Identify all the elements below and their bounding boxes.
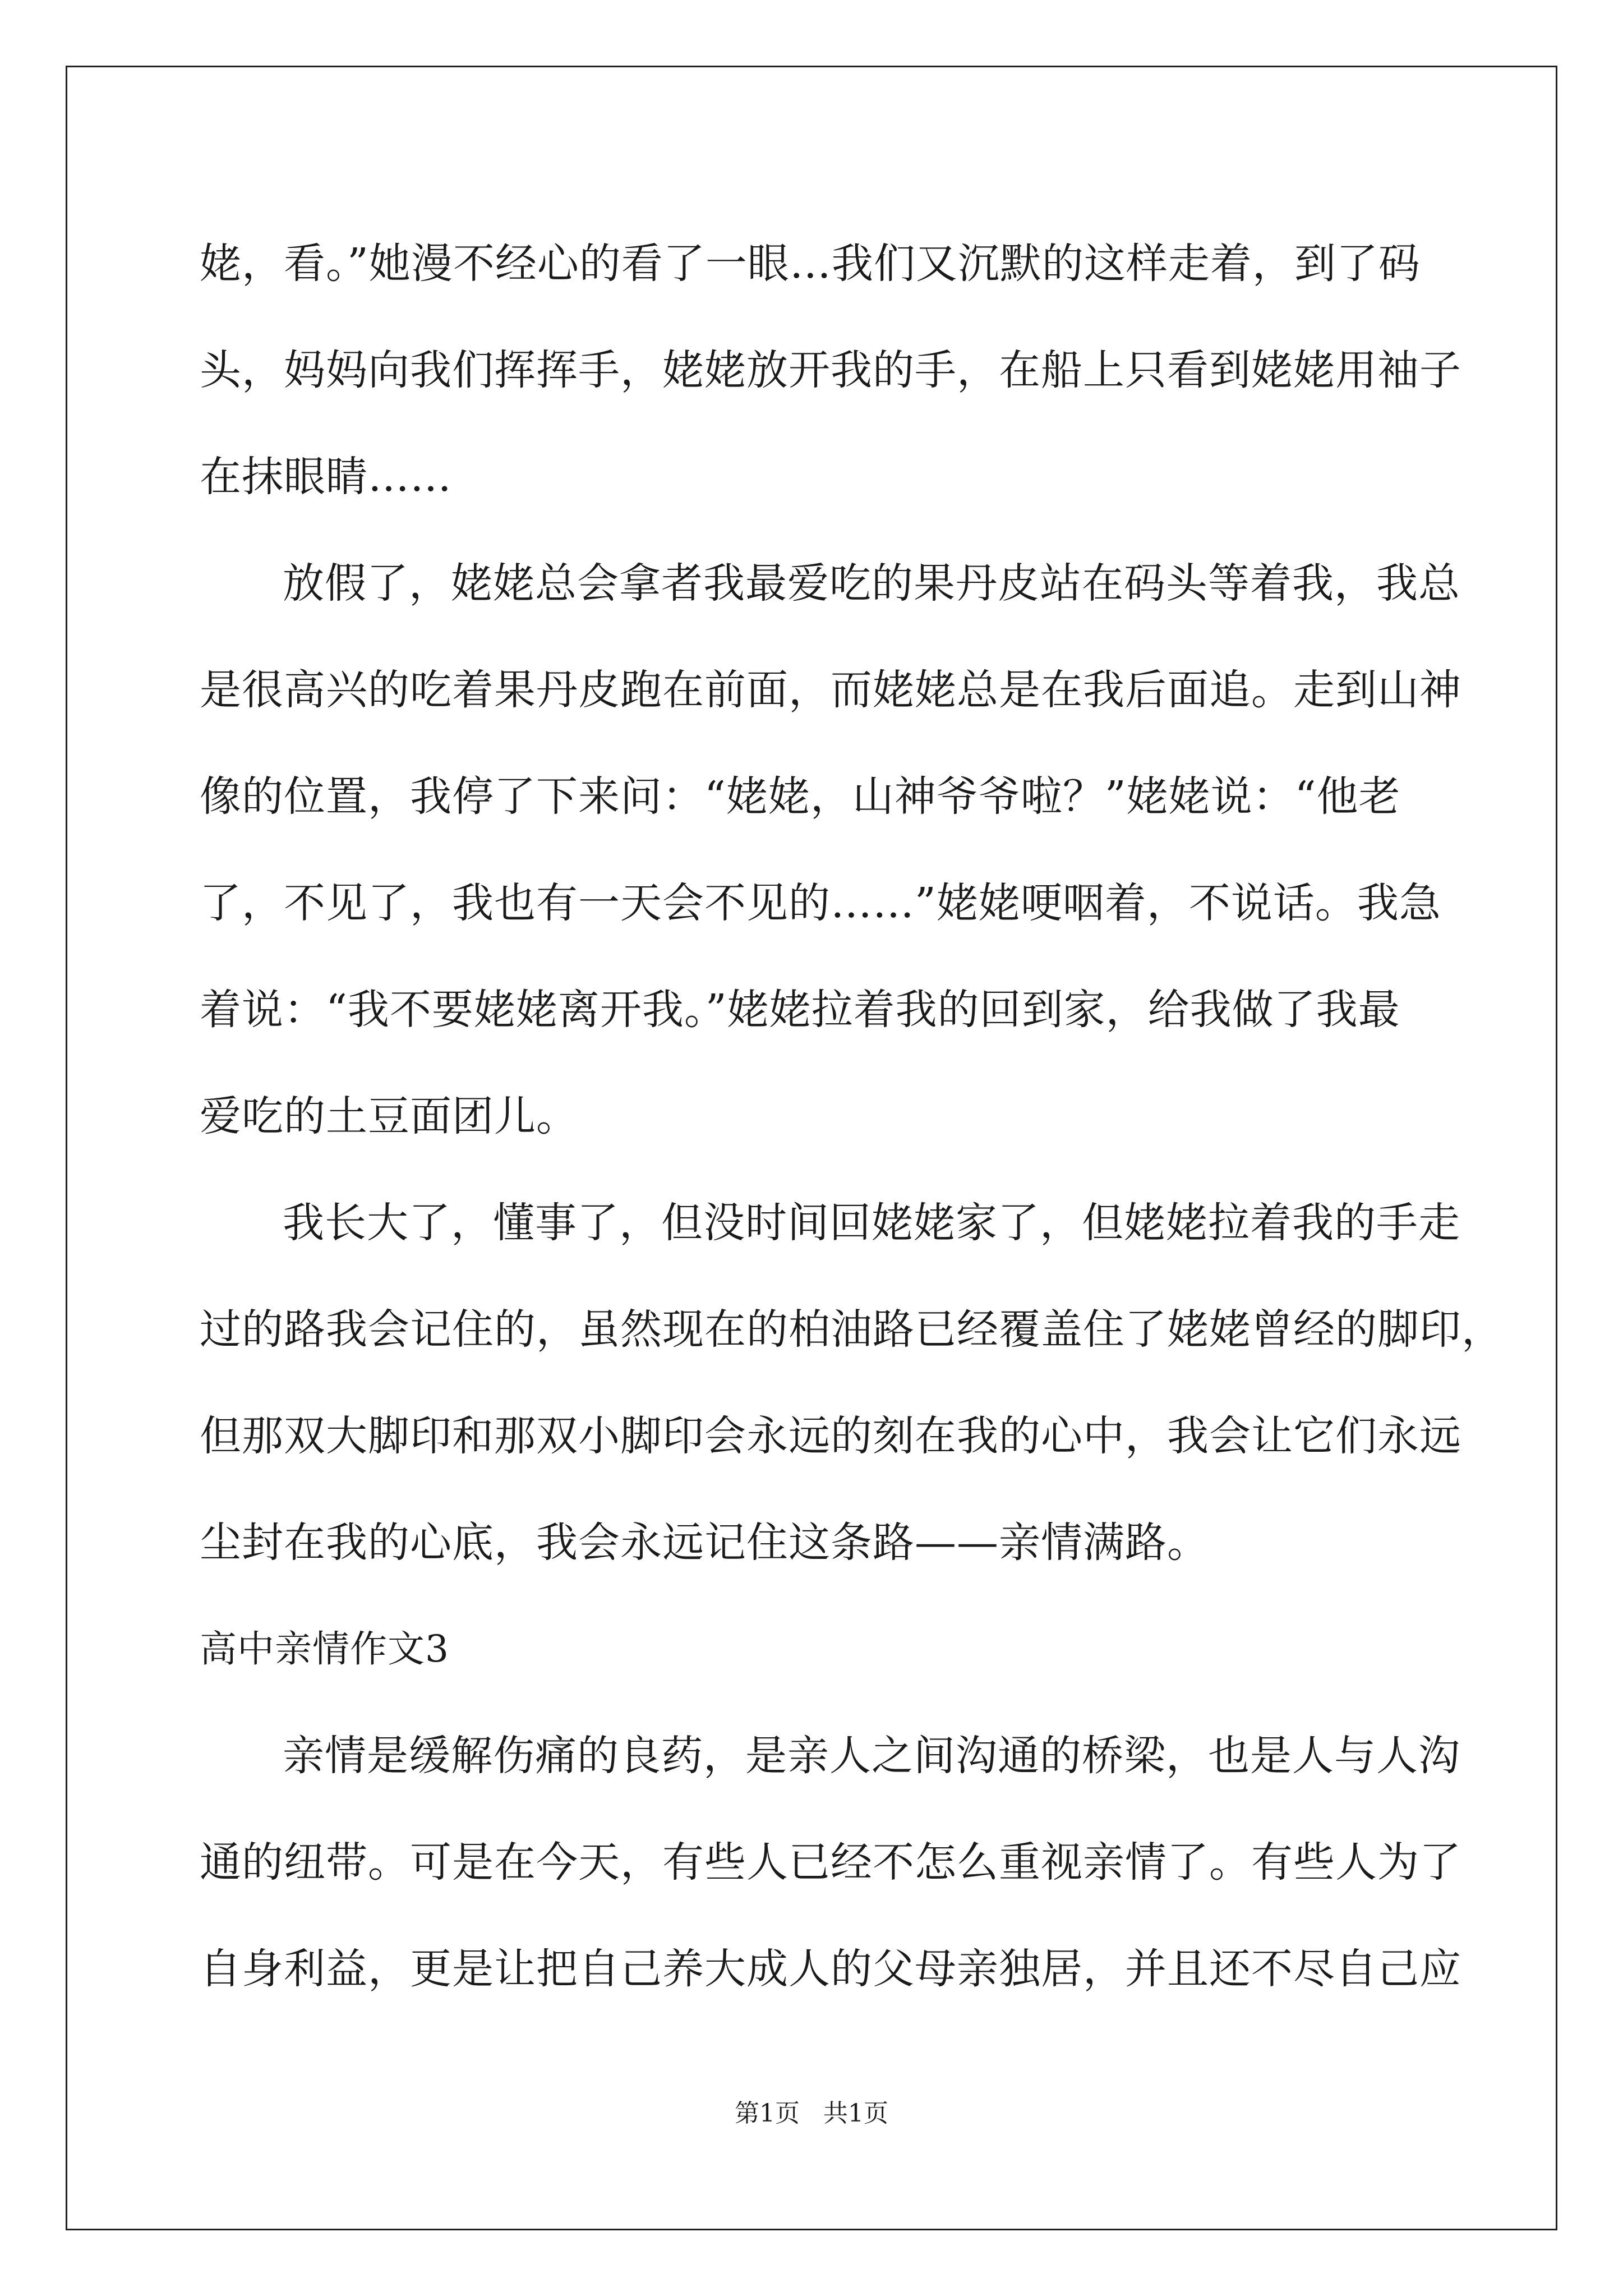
text-line: 尘封在我的心底，我会永远记住这条路——亲情满路。 [200,1519,1209,1567]
paragraph [200,1703,1461,2022]
text-line: 自身利益，更是让把自己养大成人的父母亲独居，并且还不尽自己应 [200,1945,1461,1993]
text-line: 像的位置，我停了下来问：“姥姥，山神爷爷啦？”姥姥说：“他老 [200,772,1401,821]
text-line: 亲情是缓解伤痛的良药，是亲人之间沟通的桥梁，也是人与人沟 [283,1732,1460,1780]
text-line: 着说：“我不要姥姥离开我。”姥姥拉着我的回到家，给我做了我最 [200,986,1400,1034]
text-line: 但那双大脚印和那双小脚印会永远的刻在我的心中，我会让它们永远 [200,1412,1461,1460]
text-line: 过的路我会记住的，虽然现在的柏油路已经覆盖住了姥姥曾经的脚印， [200,1305,1504,1354]
text-line: 放假了，姥姥总会拿者我最爱吃的果丹皮站在码头等着我，我总 [283,559,1460,608]
text-line: 头，妈妈向我们挥挥手，姥姥放开我的手，在船上只看到姥姥用袖子 [200,346,1461,394]
paragraph [200,530,1461,1170]
text-line: 在抹眼睛…… [200,453,452,501]
text-line: 爱吃的土豆面团儿。 [200,1092,578,1140]
document-body [200,210,1504,2022]
paragraph [200,1170,1504,1596]
page-number-footer: 第1页 共1页 [735,2099,888,2128]
text-line: 我长大了，懂事了，但没时间回姥姥家了，但姥姥拉着我的手走 [283,1199,1460,1247]
paragraph [200,210,1461,530]
text-line: 姥，看。”她漫不经心的看了一眼…我们又沉默的这样走着，到了码 [200,240,1421,288]
text-line: 是很高兴的吃着果丹皮跑在前面，而姥姥总是在我后面追。走到山神 [200,666,1461,714]
text-line: 通的纽带。可是在今天，有些人已经不怎么重视亲情了。有些人为了 [200,1838,1461,1887]
text-line: 了，不见了，我也有一天会不见的……”姥姥哽咽着，不说话。我急 [200,879,1441,927]
section-heading: 高中亲情作文3 [200,1627,449,1671]
